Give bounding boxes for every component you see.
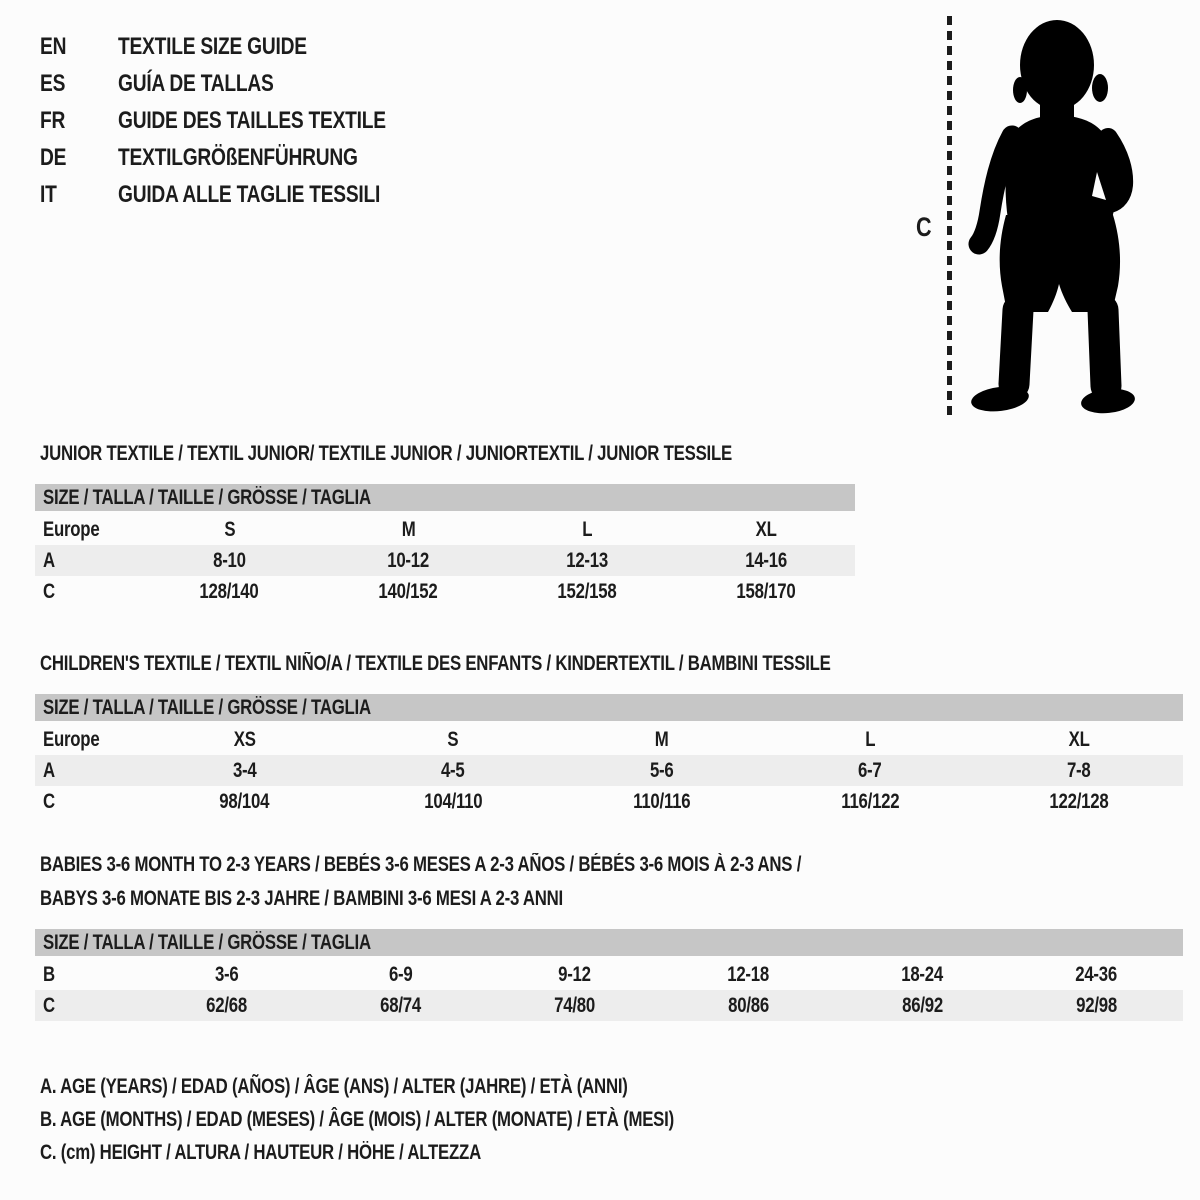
- row-label-text: C: [43, 579, 55, 603]
- section-title-text: BABYS 3-6 MONATE BIS 2-3 JAHRE / BAMBINI 3-6 MESI A 2-3 ANNI: [40, 887, 563, 910]
- language-title-text: TEXTILGRÖßENFÜHRUNG: [118, 143, 358, 171]
- cell-value: [498, 576, 677, 607]
- language-row-es: [40, 65, 453, 102]
- row-label-text: Europe: [43, 517, 100, 541]
- cell-value-text: M: [401, 517, 415, 541]
- cell-value-text: 3-6: [215, 962, 239, 986]
- legend-line-text: C. (cm) HEIGHT / ALTURA / HAUTEUR / HÖHE / ALTEZZA: [40, 1140, 481, 1164]
- cell-value: [1009, 990, 1183, 1021]
- table-size-header: [35, 929, 1183, 956]
- cell-value-text: 14-16: [744, 548, 787, 572]
- cell-value-text: 4-5: [441, 758, 465, 782]
- cell-value: [661, 990, 835, 1021]
- cell-value: [974, 786, 1183, 817]
- row-label: [35, 959, 140, 990]
- cell-value: [676, 514, 855, 545]
- language-code-text: FR: [40, 106, 66, 134]
- cell-value: [140, 545, 319, 576]
- table-row-b: [35, 959, 1183, 990]
- cell-value-text: 128/140: [199, 579, 259, 603]
- legend-line-text: B. AGE (MONTHS) / EDAD (MESES) / ÂGE (MOIS) / ALTER (MONATE) / ETÀ (MESI): [40, 1107, 674, 1131]
- section-title: [35, 647, 1183, 681]
- legend-line: [40, 1136, 832, 1169]
- section-title-text: JUNIOR TEXTILE / TEXTIL JUNIOR/ TEXTILE JUNIOR / JUNIORTEXTIL / JUNIOR TESSILE: [40, 442, 732, 465]
- cell-value: [314, 959, 488, 990]
- size-table: [35, 484, 855, 607]
- cell-value: [974, 755, 1183, 786]
- language-title: [118, 107, 453, 135]
- cell-value-text: 86/92: [901, 993, 943, 1017]
- cell-value: [319, 576, 498, 607]
- cell-value: [349, 724, 558, 755]
- cell-value-text: 62/68: [206, 993, 248, 1017]
- cell-value-text: XS: [233, 727, 256, 751]
- cell-value: [488, 990, 662, 1021]
- language-code: [40, 181, 118, 209]
- row-label-text: A: [43, 758, 55, 782]
- cell-value-text: 80/86: [727, 993, 769, 1017]
- language-title-text: TEXTILE SIZE GUIDE: [118, 32, 307, 60]
- cell-value-text: 7-8: [1066, 758, 1091, 782]
- language-row-de: [40, 139, 453, 176]
- cell-value-text: 8-10: [213, 548, 246, 572]
- language-code-text: IT: [40, 180, 57, 208]
- table-row-c: [35, 990, 1183, 1021]
- section-title: [35, 437, 1183, 471]
- cell-value: [319, 545, 498, 576]
- section-title-line: [35, 647, 1183, 681]
- cell-value: [319, 514, 498, 545]
- height-measure-line: [947, 16, 952, 419]
- cell-value: [498, 514, 677, 545]
- cell-value: [140, 724, 349, 755]
- cell-value-text: 158/170: [736, 579, 796, 603]
- section-junior: [35, 437, 1183, 607]
- language-title: [118, 181, 453, 209]
- cell-value: [557, 724, 766, 755]
- section-title: [35, 848, 1183, 916]
- cell-value-text: 92/98: [1075, 993, 1117, 1017]
- section-title-line: [35, 848, 1183, 882]
- row-label-text: B: [43, 962, 55, 986]
- row-label-text: C: [43, 789, 55, 813]
- cell-value-text: 152/158: [557, 579, 617, 603]
- row-label: [35, 514, 140, 545]
- cell-value-text: 110/116: [632, 789, 691, 813]
- cell-value: [766, 724, 975, 755]
- cell-value: [140, 514, 319, 545]
- table-row-a: [35, 755, 1183, 786]
- cell-value: [661, 959, 835, 990]
- row-label: [35, 576, 140, 607]
- cell-value: [766, 786, 975, 817]
- cell-value: [676, 576, 855, 607]
- cell-value: [557, 755, 766, 786]
- size-table: [35, 929, 1183, 1021]
- cell-value: [140, 576, 319, 607]
- row-label: [35, 755, 140, 786]
- language-title-text: GUIDA ALLE TAGLIE TESSILI: [118, 180, 381, 208]
- row-label: [35, 786, 140, 817]
- cell-value-text: XL: [755, 517, 777, 541]
- table-size-header: [35, 484, 855, 511]
- row-label: [35, 990, 140, 1021]
- section-title-line: [35, 437, 1183, 471]
- row-label-text: A: [43, 548, 55, 572]
- height-measure-label: C: [916, 212, 932, 242]
- cell-value-text: 12-13: [565, 548, 608, 572]
- table-row-c: [35, 786, 1183, 817]
- cell-value-text: S: [447, 727, 459, 751]
- legend-line: [40, 1070, 832, 1103]
- language-code: [40, 107, 118, 135]
- cell-value-text: 3-4: [232, 758, 257, 782]
- table-row-europe: [35, 514, 855, 545]
- language-code-text: ES: [40, 69, 66, 97]
- cell-value-text: S: [223, 517, 235, 541]
- cell-value-text: 6-7: [858, 758, 882, 782]
- cell-value-text: 5-6: [649, 758, 674, 782]
- cell-value-text: L: [865, 727, 876, 751]
- cell-value-text: 140/152: [378, 579, 438, 603]
- language-code: [40, 70, 118, 98]
- cell-value: [676, 545, 855, 576]
- cell-value: [1009, 959, 1183, 990]
- cell-value-text: 6-9: [388, 962, 413, 986]
- toddler-silhouette-icon: [960, 14, 1146, 420]
- cell-value-text: 18-24: [901, 962, 944, 986]
- section-children: [35, 647, 1183, 817]
- cell-value: [974, 724, 1183, 755]
- table-row-a: [35, 545, 855, 576]
- language-title-text: GUÍA DE TALLAS: [118, 69, 274, 97]
- cell-value-text: M: [654, 727, 669, 751]
- language-title: [118, 144, 453, 172]
- cell-value-text: 24-36: [1075, 962, 1117, 986]
- cell-value: [835, 959, 1009, 990]
- cell-value-text: 9-12: [558, 962, 591, 986]
- legend: [40, 1070, 832, 1169]
- table-size-header: [35, 694, 1183, 721]
- table-row-c: [35, 576, 855, 607]
- cell-value: [140, 755, 349, 786]
- cell-value-text: 116/122: [841, 789, 900, 813]
- cell-value-text: 122/128: [1049, 789, 1109, 813]
- cell-value: [140, 959, 314, 990]
- language-title: [118, 33, 453, 61]
- legend-line: [40, 1103, 832, 1136]
- cell-value: [488, 959, 662, 990]
- language-list: [40, 28, 453, 213]
- table-size-header-text: SIZE / TALLA / TAILLE / GRÖSSE / TAGLIA: [43, 930, 371, 954]
- cell-value-text: XL: [1068, 727, 1090, 751]
- table-row-europe: [35, 724, 1183, 755]
- cell-value: [140, 786, 349, 817]
- row-label: [35, 724, 140, 755]
- language-code-text: EN: [40, 32, 67, 60]
- cell-value-text: 98/104: [219, 789, 270, 813]
- language-title: [118, 70, 453, 98]
- language-row-it: [40, 176, 453, 213]
- language-row-en: [40, 28, 453, 65]
- section-title-text: BABIES 3-6 MONTH TO 2-3 YEARS / BEBÉS 3-6 MESES A 2-3 AÑOS / BÉBÉS 3-6 MOIS À 2-3 ANS /: [40, 853, 802, 876]
- section-title-text: CHILDREN'S TEXTILE / TEXTIL NIÑO/A / TEXTILE DES ENFANTS / KINDERTEXTIL / BAMBINI TESSILE: [40, 652, 831, 675]
- language-row-fr: [40, 102, 453, 139]
- row-label: [35, 545, 140, 576]
- table-size-header-text: SIZE / TALLA / TAILLE / GRÖSSE / TAGLIA: [43, 695, 371, 719]
- row-label-text: C: [43, 993, 55, 1017]
- cell-value: [557, 786, 766, 817]
- cell-value-text: 74/80: [554, 993, 595, 1017]
- legend-line-text: A. AGE (YEARS) / EDAD (AÑOS) / ÂGE (ANS) / ALTER (JAHRE) / ETÀ (ANNI): [40, 1074, 628, 1098]
- table-size-header-text: SIZE / TALLA / TAILLE / GRÖSSE / TAGLIA: [43, 485, 371, 509]
- cell-value: [314, 990, 488, 1021]
- cell-value: [349, 786, 558, 817]
- cell-value: [835, 990, 1009, 1021]
- cell-value-text: 10-12: [387, 548, 430, 572]
- cell-value-text: L: [581, 517, 592, 541]
- language-code: [40, 33, 118, 61]
- cell-value: [498, 545, 677, 576]
- language-code: [40, 144, 118, 172]
- cell-value-text: 104/110: [423, 789, 482, 813]
- cell-value: [349, 755, 558, 786]
- language-title-text: GUIDE DES TAILLES TEXTILE: [118, 106, 386, 134]
- section-babies: [35, 848, 1183, 1021]
- cell-value: [140, 990, 314, 1021]
- cell-value-text: 12-18: [727, 962, 770, 986]
- cell-value-text: 68/74: [380, 993, 422, 1017]
- language-code-text: DE: [40, 143, 67, 171]
- size-table: [35, 694, 1183, 817]
- section-title-line: [35, 882, 1183, 916]
- row-label-text: Europe: [43, 727, 100, 751]
- cell-value: [766, 755, 975, 786]
